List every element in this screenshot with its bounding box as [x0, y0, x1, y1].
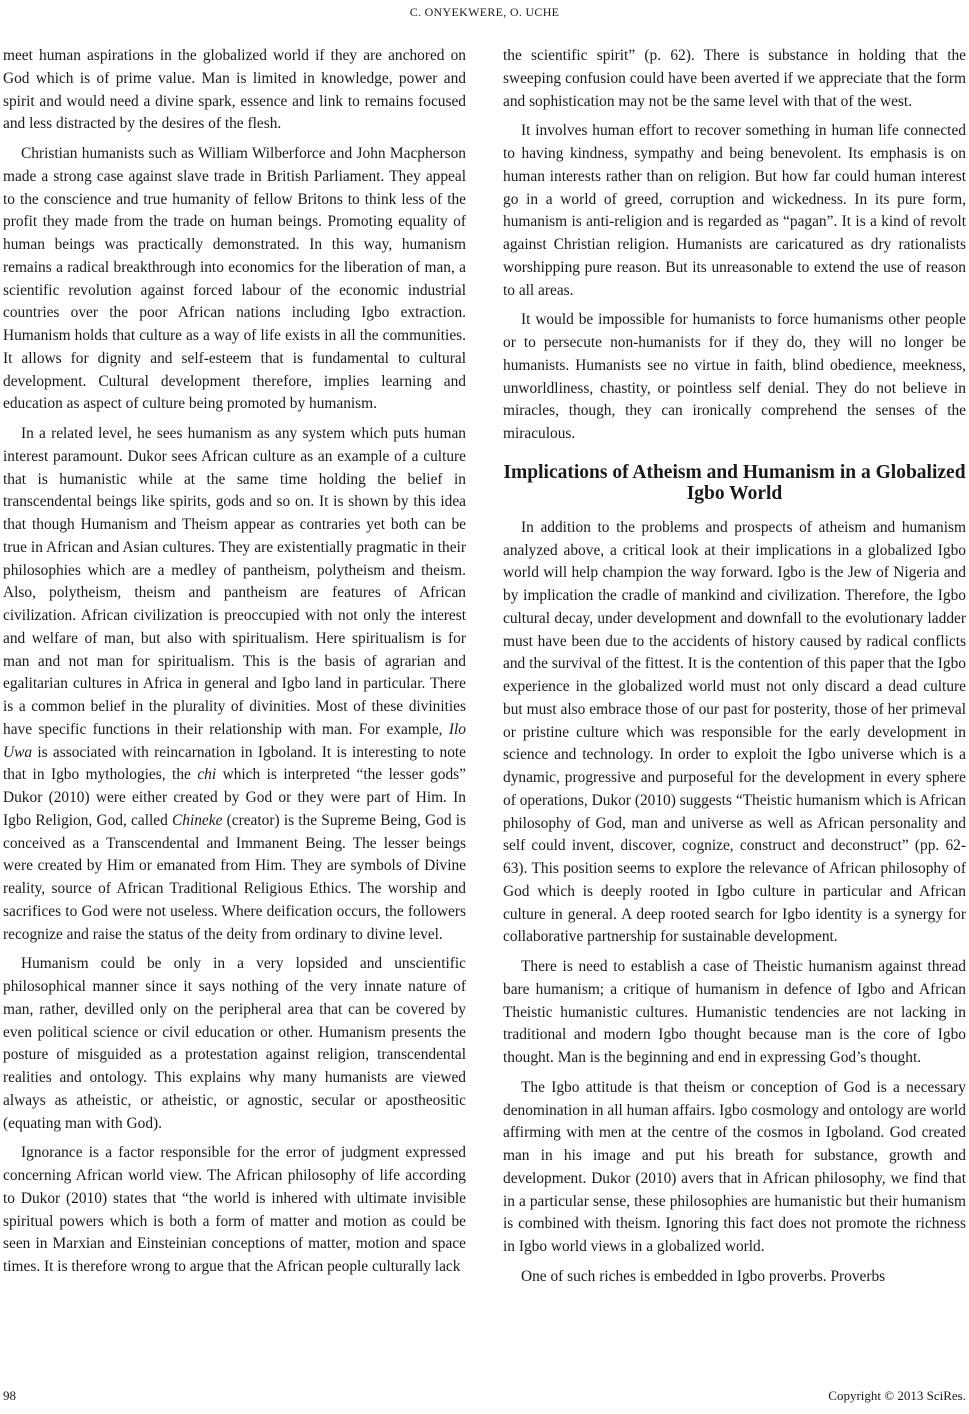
- italic-term: chi: [197, 766, 217, 784]
- paragraph: It involves human effort to recover something in human life connected to having kindness, sympathy and being benevolent. Its emphasis is on human interests rather than on religion. But how far could human interest go in a world of greed, corruption and wickedness. In its pure form, humanism is anti-religion and is regarded as “pagan”. It is a kind of revolt against Christian religion. Humanists are caricatured as dry rationalists worshipping pure reason. But its unreasonable to extend the use of reason to all areas.: [503, 122, 966, 299]
- text-run: (creator) is the Supreme Being, God is conceived as a Transcendental and Immanent Being. The lesser beings were created by Him or emanated from Him. They are symbols of Divine reality, source of African Traditional Religious Ethics. The worship and sacrifices to God were not useless. Where deification occurs, the followers recognize and raise the status of the deity from ordinary to divine level.: [3, 811, 467, 943]
- paragraph: One of such riches is embedded in Igbo proverbs. Proverbs: [521, 1267, 886, 1285]
- paragraph: Ignorance is a factor responsible for the error of judgment expressed concerning African world view. The African philosophy of life according to Dukor (2010) states that “the world is inhered with ultimate invisible spiritual powers which is both a form of matter and motion as could be seen in Marxian and Einsteinian conceptions of matter, motion and space times. It is therefore wrong to argue that the African people culturally lack: [3, 1144, 466, 1275]
- italic-term: Ilo Uwa: [3, 720, 466, 761]
- left-column: [3, 45, 466, 1279]
- copyright-notice: Copyright © 2013 SciRes.: [828, 1388, 966, 1403]
- text-run: In a related level, he sees humanism as any system which puts human interest paramount. Dukor sees African culture as an example of a culture that is humanistic while at the same time holding the belief in transcendental beings like spirits, gods and so on. It is shown by this idea that though Humanism and Theism appear as contraries yet both can be true in African and Asian cultures. They are existentially pragmatic in their philosophies which are a medley of pantheism, polytheism and theism. Also, polytheism, theism and pantheism are features of African civilization. African civilization is preoccupied with not only the interest and welfare of man, but also with spiritualism. Here spiritualism is for man and not man for spiritualism. This is the basis of agrarian and egalitarian cultures in Africa in general and Igbo land in particular. There is a common belief in the plurality of divinities. Most of these divinities have specific functions in their relationship with man. For example,: [3, 425, 466, 738]
- paragraph: Humanism could be only in a very lopsided and unscientific philosophical manner since it says nothing of the very innate nature of man, rather, devilled only on the peripheral area that can be covered by even political science or civil education or other. Humanism presents the posture of misguided as a protestation against religion, transcendental realities and ontology. This explains why many humanists are viewed always as atheistic, or atheistic, or agnostic, secular or apostheositic (equating man with God).: [3, 955, 466, 1132]
- italic-term: Chineke: [172, 811, 223, 829]
- text-run: is associated with reincarnation in Igboland. It is interesting to note that in Igbo mythologies, the: [3, 743, 466, 784]
- section-heading: Implications of Atheism and Humanism in a Globalized Igbo World: [503, 461, 966, 504]
- paragraph: The Igbo attitude is that theism or conception of God is a necessary denomination in all human affairs. Igbo cosmology and ontology are world affirming with men at the centre of the cosmos in Igboland. God created man in his image and put his breath for substance, growth and development. Dukor (2010) avers that in African philosophy, we find that in a particular sense, these philosophies are humanistic but their humanism is combined with theism. Ignoring this fact does not promote the richness in Igbo world views in a globalized world.: [503, 1078, 966, 1255]
- running-head: C. ONYEKWERE, O. UCHE: [409, 5, 560, 19]
- text-run: which is interpreted “the lesser gods” Dukor (2010) were either created by God or they were part of Him. In Igbo Religion, God, called: [3, 766, 466, 829]
- paragraph: the scientific spirit” (p. 62). There is substance in holding that the sweeping confusion could have been averted if we appreciate that the form and sophistication may not be the same level with that of the west.: [503, 47, 966, 110]
- paragraph: meet human aspirations in the globalized world if they are anchored on God which is of prime value. Man is limited in knowledge, power and spirit and would need a divine spark, essence and link to remains focused and less distracted by the desires of the flesh.: [3, 47, 466, 133]
- paragraph: Christian humanists such as William Wilberforce and John Macpherson made a strong case against slave trade in British Parliament. They appeal to the conscience and true humanity of fellow Britons to think less of the profit they made from the trade on human beings. Promoting equality of human beings was practically demonstrated. In this way, humanism remains a radical breakthrough into economics for the liberation of man, a scientific revolution against forced labour of the economic industrial countries over the poor African nations including Igbo extraction. Humanism holds that culture as a way of life exists in all the communities. It allows for dignity and self-esteem that is fundamental to cultural development. Cultural development therefore, implies learning and education as aspect of culture being promoted by humanism.: [3, 145, 466, 413]
- paragraph: [3, 423, 466, 946]
- right-column: [503, 45, 966, 1289]
- paragraph: In addition to the problems and prospects of atheism and humanism analyzed above, a critical look at their implications in a globalized Igbo world will help champion the way forward. Igbo is the Jew of Nigeria and by implication the cradle of mankind and civilization. Therefore, the Igbo cultural decay, under development and downfall to the evolutionary ladder must have been due to the accidents of history caused by radical conflicts and the survival of the fittest. It is the contention of this paper that the Igbo experience in the globalized world must not only discard a dead culture but must also embrace those of our past for posterity, those of her primeval or pristine culture which was responsible for the early development in science and technology. In order to exploit the Igbo universe which is a dynamic, progressive and purposeful for the development in every sphere of operations, Dukor (2010) suggests “Theistic humanism which is African philosophy of God, man and universe as well as African personality and self could invent, discover, cognize, construct and deconstruct” (pp. 62-63). This position seems to explore the relevance of African philosophy of God which is deeply rooted in Igbo culture in particular and African culture in general. A deep rooted search for Igbo identity is a synergy for collaborative partnership for sustainable development.: [503, 518, 966, 946]
- page-number: 98: [3, 1388, 16, 1403]
- paragraph: It would be impossible for humanists to force humanisms other people or to persecute non-humanists for if they do, they will no longer be humanists. Humanists see no virtue in faith, blind obedience, meekness, unworldliness, chastity, or pointless self denial. They do not believe in miracles, though, they can ironically comprehend the senses of the miraculous.: [503, 311, 966, 442]
- paragraph: There is need to establish a case of Theistic humanism against thread bare humanism; a critique of humanism in defence of Igbo and African Theistic humanistic cultures. Humanistic tendencies are not lacking in traditional and modern Igbo thought because man is the core of Igbo thought. Man is the beginning and end in expressing God’s thought.: [503, 958, 966, 1066]
